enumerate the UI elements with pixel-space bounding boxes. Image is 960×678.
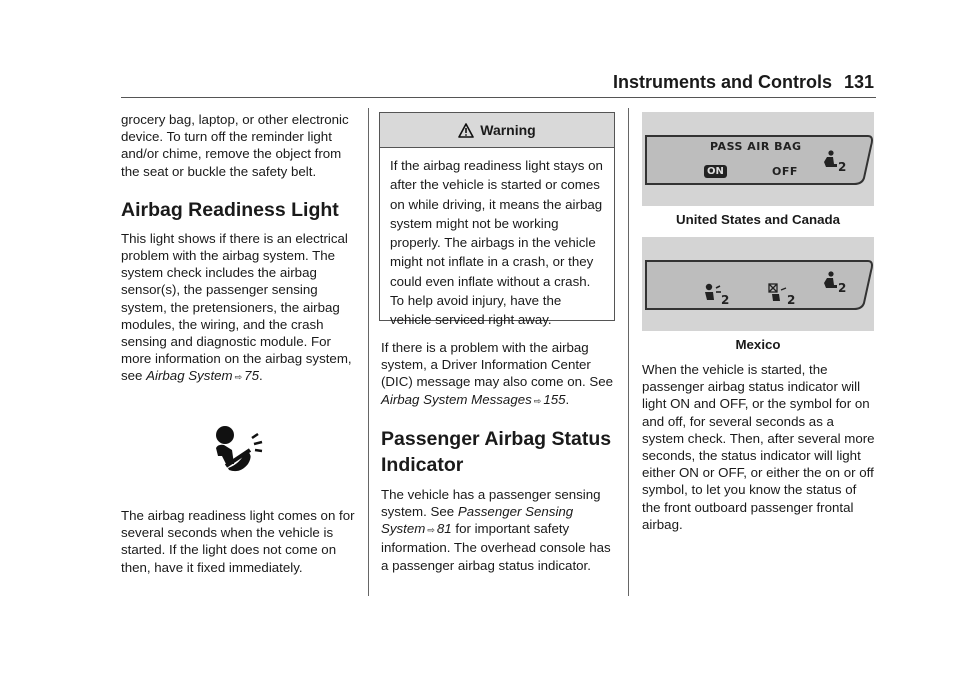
intro-paragraph: grocery bag, laptop, or other electronic device. To turn off the reminder light and/or chime, remove the object from the seat or buckle the safety belt. (121, 112, 349, 179)
page-ref-81[interactable]: 81 (436, 521, 452, 537)
seat-number: 2 (787, 293, 796, 307)
seat-number: 2 (721, 293, 730, 307)
pass-air-bag-label: PASS AIR BAG (710, 140, 802, 153)
warning-box (379, 112, 615, 328)
middle-column (381, 339, 615, 574)
seat-number: 2 (838, 281, 847, 295)
readiness-paragraph-2: The airbag readiness light comes on for several seconds when the vehicle is started. If the light does not come on then, have it fixed immediately. (121, 508, 355, 575)
seat-number: 2 (838, 160, 847, 174)
passenger-airbag-heading: Passenger Airbag Status Indicator (381, 427, 612, 476)
airbag-system-messages-link[interactable]: Airbag System Messages (381, 391, 532, 407)
passenger-sensing-link[interactable]: Passenger Sensing System (381, 504, 574, 537)
page-ref-155[interactable]: 155 (543, 391, 566, 407)
section-title: Instruments and Controls (612, 72, 832, 92)
readiness-paragraph: This light shows if there is an electrical problem with the airbag system. The system check includes the airbag sensor(s), the passenger sensing system, the pretensioners, the airbag modules, the wiring, and the crash sensing and diagnostic module. For more information on the airbag system, see Airbag System ⇨ 75. (121, 230, 352, 384)
airbag-readiness-icon (212, 424, 268, 476)
column-divider (628, 108, 629, 596)
header-rule (121, 97, 876, 98)
page-ref-arrow-icon: ⇨ (533, 395, 542, 406)
mexico-caption: Mexico (735, 337, 781, 352)
left-column-lower (121, 507, 357, 576)
airbag-off-icon (768, 283, 788, 303)
us-canada-caption: United States and Canada (675, 212, 841, 227)
passenger-seat-icon (822, 271, 838, 291)
page-header (0, 72, 960, 96)
airbag-system-link[interactable]: Airbag System (146, 368, 233, 384)
mexico-indicator-panel (642, 237, 874, 331)
us-indicator-panel (642, 112, 874, 206)
dic-paragraph: If there is a problem with the airbag system, a Driver Information Center (DIC) message may also come on. See Airbag System Messages ⇨ 155. (381, 340, 614, 407)
page-ref-arrow-icon: ⇨ (427, 525, 435, 536)
page-ref-arrow-icon: ⇨ (234, 372, 243, 383)
airbag-on-icon (704, 283, 722, 303)
page-ref-75[interactable]: 75 (244, 368, 259, 384)
airbag-readiness-heading: Airbag Readiness Light (121, 198, 339, 221)
warning-header (380, 113, 614, 148)
left-column (121, 111, 357, 387)
column-divider (368, 108, 369, 596)
warning-triangle-icon (458, 123, 474, 138)
passenger-sensing-paragraph: The vehicle has a passenger sensing system. See Passenger Sensing System ⇨ 81 for important safety information. The overhead console has a passenger airbag status indicator. (381, 486, 611, 573)
off-indicator: OFF (772, 165, 798, 178)
status-paragraph: When the vehicle is started, the passenger airbag status indicator will light ON and OFF, or the symbol for on and off, for several seconds as a system check. Then, after several more seconds, the status indicator will light either ON or OFF, or either the on or off symbol, to let you know the status of the front outboard passenger frontal airbag. (642, 362, 875, 532)
on-indicator: ON (704, 165, 727, 178)
warning-body: If the airbag readiness light stays on after the vehicle is started or comes on while driving, it means the airbag system might not be working properly. The airbags in the vehicle might not inflate in a crash, or they could even inflate without a crash. To help avoid injury, have the vehicle serviced right away. (390, 158, 603, 328)
right-column (642, 361, 876, 533)
passenger-seat-icon (822, 150, 838, 170)
page-number: 131 (843, 72, 874, 92)
warning-title: Warning (480, 122, 536, 138)
